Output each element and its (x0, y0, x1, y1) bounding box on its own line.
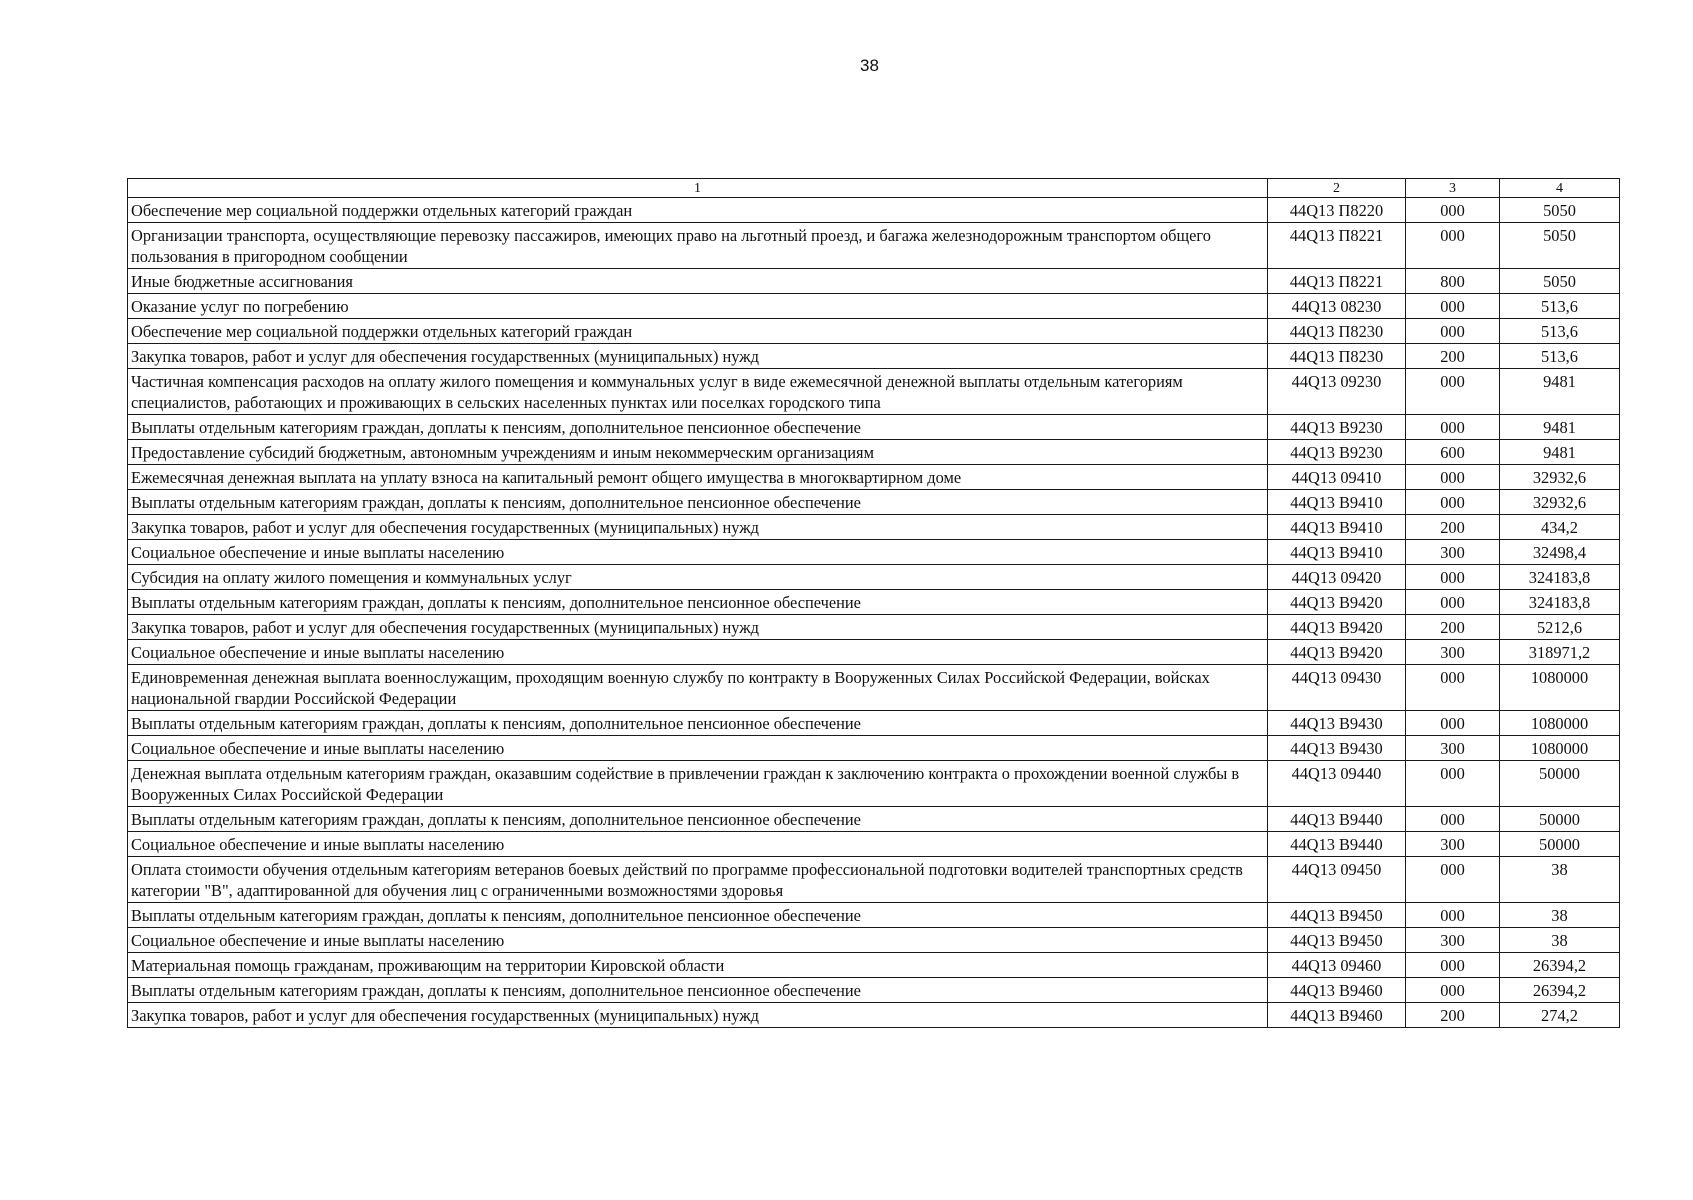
row-type-code: 000 (1406, 465, 1500, 490)
row-amount: 434,2 (1500, 515, 1620, 540)
table-row (128, 857, 1620, 903)
row-code: 44Q13 П8230 (1268, 319, 1406, 344)
row-code: 44Q13 В9410 (1268, 490, 1406, 515)
row-description: Выплаты отдельным категориям граждан, доплаты к пенсиям, дополнительное пенсионное обеспечение (128, 978, 1268, 1003)
row-type-code: 000 (1406, 711, 1500, 736)
row-amount: 1080000 (1500, 711, 1620, 736)
row-description: Материальная помощь гражданам, проживающим на территории Кировской области (128, 953, 1268, 978)
row-amount: 324183,8 (1500, 590, 1620, 615)
row-description: Выплаты отдельным категориям граждан, доплаты к пенсиям, дополнительное пенсионное обеспечение (128, 903, 1268, 928)
row-type-code: 000 (1406, 415, 1500, 440)
row-description: Ежемесячная денежная выплата на уплату взноса на капитальный ремонт общего имущества в многоквартирном доме (128, 465, 1268, 490)
row-description: Единовременная денежная выплата военнослужащим, проходящим военную службу по контракту в Вооруженных Силах Российской Федерации, войсках национальной гвардии Российской Федерации (128, 665, 1268, 711)
row-description: Закупка товаров, работ и услуг для обеспечения государственных (муниципальных) нужд (128, 1003, 1268, 1028)
table-row (128, 344, 1620, 369)
row-type-code: 200 (1406, 344, 1500, 369)
row-amount: 9481 (1500, 440, 1620, 465)
header-col-3: 3 (1406, 179, 1500, 198)
table-row (128, 440, 1620, 465)
row-code: 44Q13 В9460 (1268, 1003, 1406, 1028)
row-type-code: 000 (1406, 761, 1500, 807)
row-type-code: 000 (1406, 807, 1500, 832)
row-type-code: 800 (1406, 269, 1500, 294)
row-description: Оплата стоимости обучения отдельным категориям ветеранов боевых действий по программе профессиональной подготовки водителей транспортных средств категории "В", адаптированной для обучения лиц с ограниченными возможностями здоровья (128, 857, 1268, 903)
page-number: 38 (860, 56, 879, 75)
row-amount: 32932,6 (1500, 465, 1620, 490)
row-amount: 26394,2 (1500, 978, 1620, 1003)
table-row (128, 319, 1620, 344)
header-row (128, 179, 1620, 198)
row-amount: 38 (1500, 928, 1620, 953)
row-description: Выплаты отдельным категориям граждан, доплаты к пенсиям, дополнительное пенсионное обеспечение (128, 711, 1268, 736)
row-code: 44Q13 В9440 (1268, 832, 1406, 857)
row-code: 44Q13 09460 (1268, 953, 1406, 978)
row-description: Социальное обеспечение и иные выплаты населению (128, 640, 1268, 665)
header-col-2: 2 (1268, 179, 1406, 198)
row-amount: 274,2 (1500, 1003, 1620, 1028)
table-row (128, 807, 1620, 832)
row-description: Организации транспорта, осуществляющие перевозку пассажиров, имеющих право на льготный проезд, и багажа железнодорожным транспортом общего пользования в пригородном сообщении (128, 223, 1268, 269)
table-row (128, 590, 1620, 615)
row-code: 44Q13 09450 (1268, 857, 1406, 903)
row-code: 44Q13 09440 (1268, 761, 1406, 807)
table-row (128, 198, 1620, 223)
row-description: Выплаты отдельным категориям граждан, доплаты к пенсиям, дополнительное пенсионное обеспечение (128, 415, 1268, 440)
table-row (128, 415, 1620, 440)
row-description: Оказание услуг по погребению (128, 294, 1268, 319)
table-row (128, 736, 1620, 761)
row-description: Частичная компенсация расходов на оплату жилого помещения и коммунальных услуг в виде ежемесячной денежной выплаты отдельным категориям специалистов, работающих и проживающих в сельских населенных пунктах или поселках городского типа (128, 369, 1268, 415)
row-type-code: 300 (1406, 832, 1500, 857)
row-amount: 50000 (1500, 807, 1620, 832)
budget-table (127, 178, 1620, 1028)
table-row (128, 711, 1620, 736)
table-row (128, 761, 1620, 807)
row-code: 44Q13 П8221 (1268, 269, 1406, 294)
row-code: 44Q13 П8221 (1268, 223, 1406, 269)
row-amount: 5050 (1500, 223, 1620, 269)
row-amount: 5050 (1500, 198, 1620, 223)
row-description: Предоставление субсидий бюджетным, автономным учреждениям и иным некоммерческим организациям (128, 440, 1268, 465)
row-description: Выплаты отдельным категориям граждан, доплаты к пенсиям, дополнительное пенсионное обеспечение (128, 590, 1268, 615)
table-row (128, 223, 1620, 269)
row-code: 44Q13 В9450 (1268, 928, 1406, 953)
row-amount: 513,6 (1500, 319, 1620, 344)
table-row (128, 978, 1620, 1003)
row-amount: 5212,6 (1500, 615, 1620, 640)
table-row (128, 294, 1620, 319)
row-description: Выплаты отдельным категориям граждан, доплаты к пенсиям, дополнительное пенсионное обеспечение (128, 490, 1268, 515)
row-description: Социальное обеспечение и иные выплаты населению (128, 540, 1268, 565)
table-body (128, 198, 1620, 1028)
row-type-code: 000 (1406, 590, 1500, 615)
table-row (128, 465, 1620, 490)
row-type-code: 200 (1406, 1003, 1500, 1028)
row-description: Выплаты отдельным категориям граждан, доплаты к пенсиям, дополнительное пенсионное обеспечение (128, 807, 1268, 832)
row-amount: 32932,6 (1500, 490, 1620, 515)
row-type-code: 000 (1406, 857, 1500, 903)
row-description: Денежная выплата отдельным категориям граждан, оказавшим содействие в привлечении граждан к заключению контракта о прохождении военной службы в Вооруженных Силах Российской Федерации (128, 761, 1268, 807)
row-type-code: 300 (1406, 640, 1500, 665)
header-col-4: 4 (1500, 179, 1620, 198)
row-type-code: 000 (1406, 369, 1500, 415)
row-code: 44Q13 П8220 (1268, 198, 1406, 223)
table-row (128, 269, 1620, 294)
table-row (128, 953, 1620, 978)
row-amount: 32498,4 (1500, 540, 1620, 565)
table-row (128, 903, 1620, 928)
row-description: Социальное обеспечение и иные выплаты населению (128, 928, 1268, 953)
row-description: Обеспечение мер социальной поддержки отдельных категорий граждан (128, 198, 1268, 223)
row-code: 44Q13 В9410 (1268, 515, 1406, 540)
table-row (128, 640, 1620, 665)
row-type-code: 000 (1406, 953, 1500, 978)
row-type-code: 000 (1406, 565, 1500, 590)
row-code: 44Q13 В9420 (1268, 640, 1406, 665)
row-type-code: 000 (1406, 665, 1500, 711)
row-type-code: 000 (1406, 978, 1500, 1003)
row-amount: 9481 (1500, 369, 1620, 415)
row-amount: 513,6 (1500, 294, 1620, 319)
row-amount: 50000 (1500, 832, 1620, 857)
row-amount: 318971,2 (1500, 640, 1620, 665)
row-code: 44Q13 В9430 (1268, 711, 1406, 736)
row-type-code: 000 (1406, 223, 1500, 269)
row-description: Обеспечение мер социальной поддержки отдельных категорий граждан (128, 319, 1268, 344)
row-type-code: 300 (1406, 736, 1500, 761)
row-code: 44Q13 В9420 (1268, 590, 1406, 615)
row-type-code: 000 (1406, 198, 1500, 223)
row-code: 44Q13 В9430 (1268, 736, 1406, 761)
row-type-code: 200 (1406, 615, 1500, 640)
table-row (128, 565, 1620, 590)
row-description: Социальное обеспечение и иные выплаты населению (128, 832, 1268, 857)
row-amount: 9481 (1500, 415, 1620, 440)
table-row (128, 515, 1620, 540)
table-row (128, 615, 1620, 640)
row-code: 44Q13 В9450 (1268, 903, 1406, 928)
row-type-code: 000 (1406, 903, 1500, 928)
row-amount: 50000 (1500, 761, 1620, 807)
row-type-code: 000 (1406, 319, 1500, 344)
row-type-code: 000 (1406, 294, 1500, 319)
row-code: 44Q13 П8230 (1268, 344, 1406, 369)
row-code: 44Q13 В9410 (1268, 540, 1406, 565)
row-code: 44Q13 09230 (1268, 369, 1406, 415)
row-amount: 38 (1500, 857, 1620, 903)
row-type-code: 300 (1406, 928, 1500, 953)
row-type-code: 000 (1406, 490, 1500, 515)
row-code: 44Q13 В9230 (1268, 440, 1406, 465)
row-code: 44Q13 В9230 (1268, 415, 1406, 440)
budget-table-container (127, 178, 1619, 1028)
table-row (128, 1003, 1620, 1028)
table-row (128, 369, 1620, 415)
table-row (128, 832, 1620, 857)
row-amount: 38 (1500, 903, 1620, 928)
row-description: Закупка товаров, работ и услуг для обеспечения государственных (муниципальных) нужд (128, 515, 1268, 540)
header-col-1: 1 (128, 179, 1268, 198)
row-description: Субсидия на оплату жилого помещения и коммунальных услуг (128, 565, 1268, 590)
row-code: 44Q13 В9440 (1268, 807, 1406, 832)
row-code: 44Q13 08230 (1268, 294, 1406, 319)
row-code: 44Q13 В9420 (1268, 615, 1406, 640)
table-row (128, 665, 1620, 711)
table-row (128, 540, 1620, 565)
row-type-code: 600 (1406, 440, 1500, 465)
table-row (128, 928, 1620, 953)
row-amount: 26394,2 (1500, 953, 1620, 978)
row-amount: 1080000 (1500, 736, 1620, 761)
table-header (128, 179, 1620, 198)
row-amount: 1080000 (1500, 665, 1620, 711)
row-code: 44Q13 09420 (1268, 565, 1406, 590)
row-type-code: 300 (1406, 540, 1500, 565)
row-amount: 513,6 (1500, 344, 1620, 369)
row-amount: 5050 (1500, 269, 1620, 294)
row-description: Иные бюджетные ассигнования (128, 269, 1268, 294)
row-description: Закупка товаров, работ и услуг для обеспечения государственных (муниципальных) нужд (128, 344, 1268, 369)
row-amount: 324183,8 (1500, 565, 1620, 590)
table-row (128, 490, 1620, 515)
row-code: 44Q13 09430 (1268, 665, 1406, 711)
row-description: Закупка товаров, работ и услуг для обеспечения государственных (муниципальных) нужд (128, 615, 1268, 640)
row-code: 44Q13 09410 (1268, 465, 1406, 490)
row-code: 44Q13 В9460 (1268, 978, 1406, 1003)
row-description: Социальное обеспечение и иные выплаты населению (128, 736, 1268, 761)
row-type-code: 200 (1406, 515, 1500, 540)
